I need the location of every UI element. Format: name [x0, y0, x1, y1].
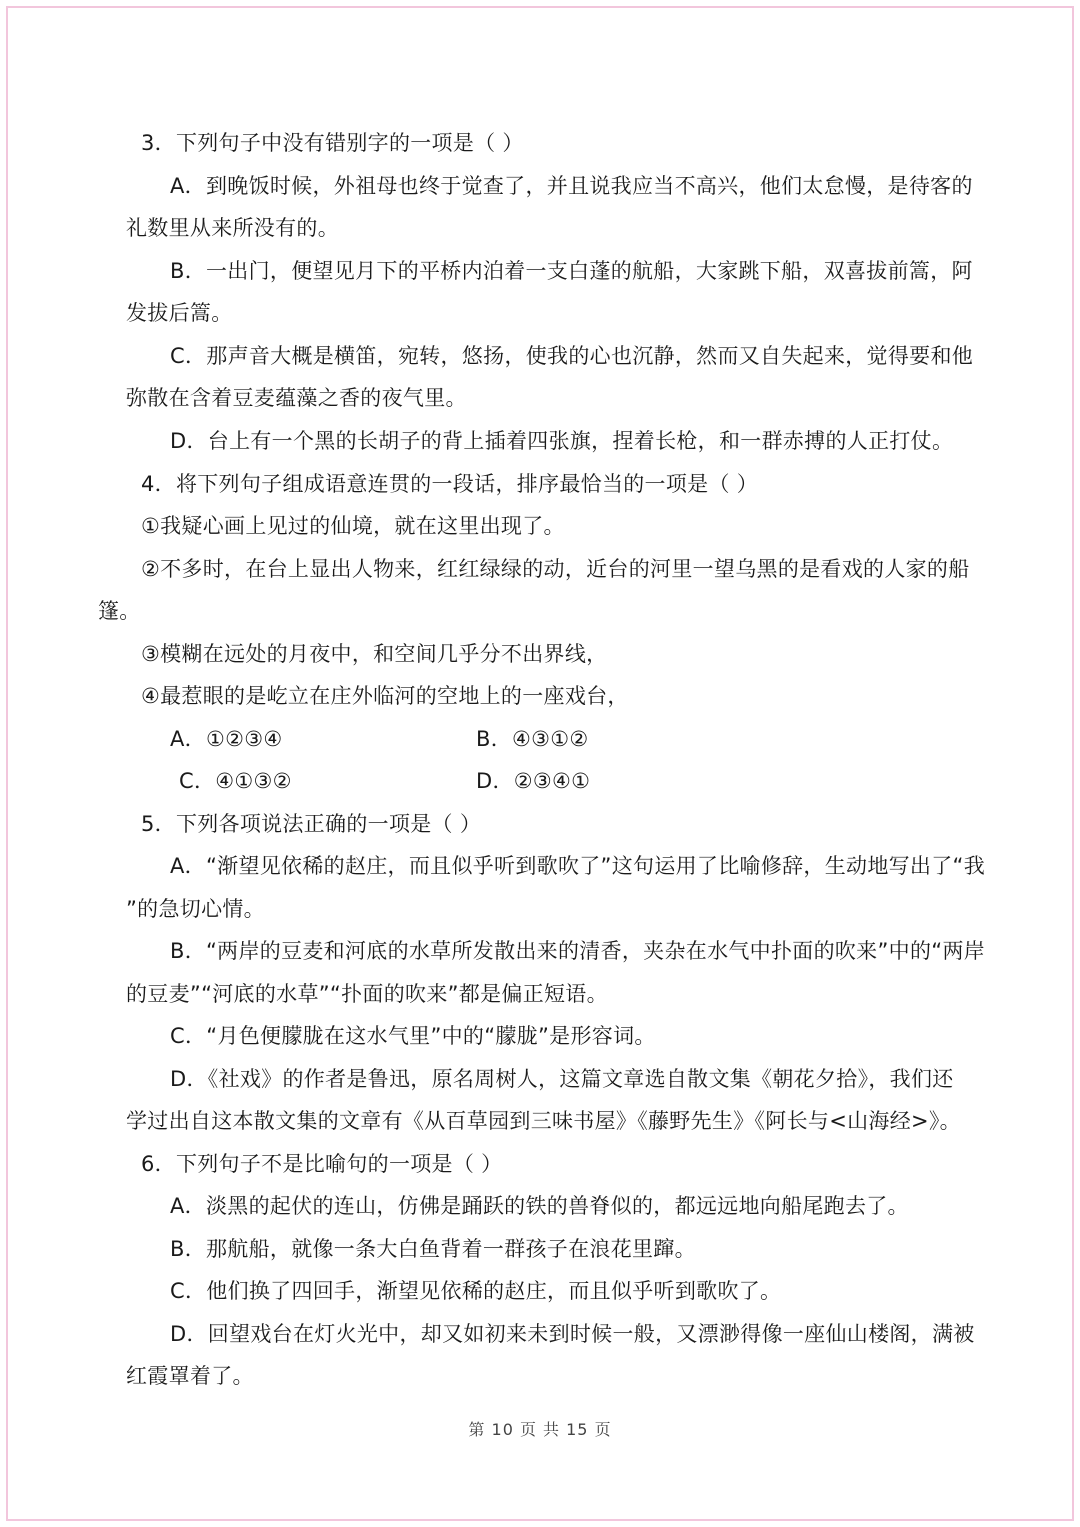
q5-option-b-cont: 的豆麦”“河底的水草”“扑面的吹来”都是偏正短语。 — [126, 982, 608, 1006]
q3-option-c-cont: 弥散在含着豆麦蕴藻之香的夜气里。 — [126, 386, 467, 410]
q4-sentence-4: ④最惹眼的是屹立在庄外临河的空地上的一座戏台， — [141, 684, 629, 708]
q4-sentence-2-cont: 篷。 — [98, 599, 141, 623]
q6-option-c: C．他们换了四回手，渐望见依稀的赵庄，而且似乎听到歌吹了。 — [170, 1279, 782, 1303]
q3-option-a: A．到晚饭时候，外祖母也终于觉查了，并且说我应当不高兴，他们太怠慢，是待客的 — [170, 174, 973, 198]
q5-option-d-cont: 学过出自这本散文集的文章有《从百草园到三味书屋》《藤野先生》《阿长与<山海经>》。 — [126, 1109, 961, 1133]
q3-option-a-cont: 礼数里从来所没有的。 — [126, 216, 339, 240]
q5-stem: 5．下列各项说法正确的一项是（ ） — [141, 812, 482, 836]
q3-option-c: C．那声音大概是横笛，宛转，悠扬，使我的心也沉静，然而又自失起来，觉得要和他 — [170, 344, 974, 368]
q3-option-b-cont: 发拔后篙。 — [126, 301, 233, 325]
q3-stem: 3．下列句子中没有错别字的一项是（ ） — [141, 131, 524, 155]
q6-stem: 6．下列句子不是比喻句的一项是（ ） — [141, 1152, 503, 1176]
q6-option-a: A．淡黑的起伏的连山，仿佛是踊跃的铁的兽脊似的，都远远地向船尾跑去了。 — [170, 1194, 909, 1218]
q4-option-d: D．②③④① — [476, 769, 591, 793]
page-number: 第 10 页 共 15 页 — [468, 1420, 612, 1439]
q4-option-a: A．①②③④ — [170, 727, 283, 751]
q4-sentence-2: ②不多时，在台上显出人物来，红红绿绿的动，近台的河里一望乌黑的是看戏的人家的船 — [141, 557, 970, 581]
q5-option-b: B．“两岸的豆麦和河底的水草所发散出来的清香，夹杂在水气中扑面的吹来”中的“两岸 — [170, 939, 986, 963]
q4-stem: 4．将下列句子组成语意连贯的一段话，排序最恰当的一项是（ ） — [141, 472, 759, 496]
q4-sentence-3: ③模糊在远处的月夜中，和空间几乎分不出界线， — [141, 642, 608, 666]
q3-option-d: D．台上有一个黑的长胡子的背上插着四张旗，捏着长枪，和一群赤搏的人正打仗。 — [170, 429, 954, 453]
q5-option-a: A．“渐望见依稀的赵庄，而且似乎听到歌吹了”这句运用了比喻修辞，生动地写出了“我 — [170, 854, 986, 878]
q6-option-b: B．那航船，就像一条大白鱼背着一群孩子在浪花里蹿。 — [170, 1237, 696, 1261]
q3-option-b: B．一出门，便望见月下的平桥内泊着一支白蓬的航船，大家跳下船，双喜拔前篙，阿 — [170, 259, 973, 283]
q5-option-d: D．《社戏》的作者是鲁迅，原名周树人，这篇文章选自散文集《朝花夕拾》，我们还 — [170, 1067, 954, 1091]
q5-option-c: C．“月色便朦胧在这水气里”中的“朦胧”是形容词。 — [170, 1024, 656, 1048]
q5-option-a-cont: ”的急切心情。 — [126, 897, 265, 921]
q4-sentence-1: ①我疑心画上见过的仙境，就在这里出现了。 — [141, 514, 565, 538]
q6-option-d-cont: 红霞罩着了。 — [126, 1364, 254, 1388]
q4-option-b: B．④③①② — [476, 727, 589, 751]
q4-option-c: C．④①③② — [179, 769, 292, 793]
q6-option-d: D．回望戏台在灯火光中，却又如初来未到时候一般，又漂渺得像一座仙山楼阁，满被 — [170, 1322, 975, 1346]
